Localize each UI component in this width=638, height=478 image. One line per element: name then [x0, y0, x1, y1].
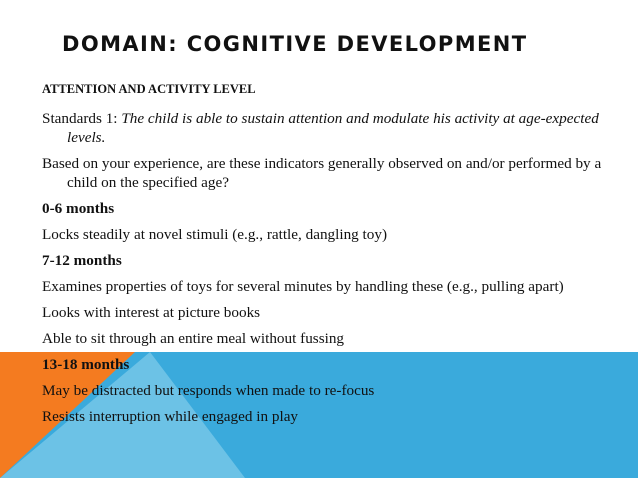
slide-body — [42, 80, 612, 433]
indicator-item: May be distracted but responds when made to re-focus — [42, 382, 375, 399]
indicator-item: Able to sit through an entire meal without fussing — [42, 330, 345, 347]
age-range-7-12: 7-12 months — [42, 252, 122, 269]
question-text: Based on your experience, are these indicators generally observed on and/or performed by a child on the specified age? — [42, 155, 602, 191]
section-heading: ATTENTION AND ACTIVITY LEVEL — [42, 82, 256, 96]
indicator-item: Examines properties of toys for several minutes by handling these (e.g., pulling apart) — [42, 278, 564, 295]
indicator-item: Looks with interest at picture books — [42, 304, 261, 321]
standard-statement — [42, 109, 612, 147]
standard-label: Standards 1: — [42, 110, 122, 127]
indicator-item: Resists interruption while engaged in play — [42, 408, 299, 425]
age-range-0-6: 0-6 months — [42, 200, 115, 217]
indicator-item: Locks steadily at novel stimuli (e.g., rattle, dangling toy) — [42, 226, 388, 243]
slide-title: DOMAIN: COGNITIVE DEVELOPMENT — [62, 32, 528, 56]
age-range-13-18: 13-18 months — [42, 356, 130, 373]
standard-text: The child is able to sustain attention and modulate his activity at age-expected levels. — [67, 110, 599, 146]
